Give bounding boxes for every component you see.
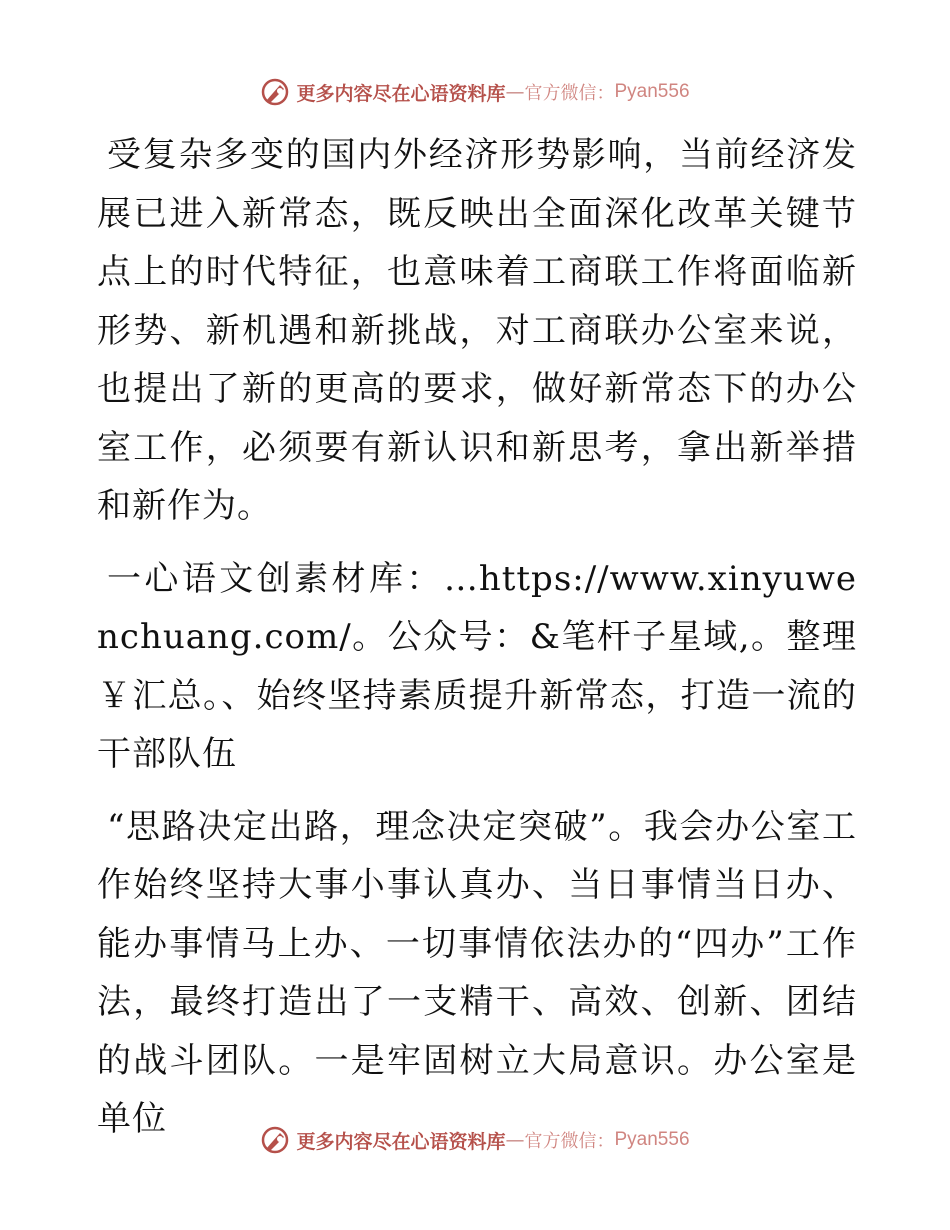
banner-dash: — bbox=[505, 81, 525, 103]
banner-dash: — bbox=[505, 1129, 525, 1151]
paragraph-3: “思路决定出路，理念决定突破”。我会办公室工作始终坚持大事小事认真办、当日事情当日办、能办事情马上办、一切事情依法办的“四办”工作法，最终打造出了一支精干、高效、创新、团结的战斗团队。一是牢固树立大局意识。办公室是单位 bbox=[97, 806, 857, 1139]
banner-wechat-id: Pyan556 bbox=[614, 81, 690, 102]
document-body bbox=[97, 126, 857, 1149]
banner-text: 更多内容尽在心语资料库 bbox=[296, 1130, 506, 1153]
banner-wechat-label: 官方微信： bbox=[524, 83, 615, 104]
banner-wechat-label: 官方微信： bbox=[524, 1131, 615, 1152]
pen-logo-icon bbox=[260, 77, 290, 107]
header-banner bbox=[0, 72, 950, 112]
footer-banner bbox=[0, 1120, 950, 1160]
banner-text: 更多内容尽在心语资料库 bbox=[296, 82, 506, 105]
paragraph-2: 一心语文创素材库：…https://www.xinyuwenchuang.com/。公众号：&笔杆子星域,。整理￥汇总。、始终坚持素质提升新常态，打造一流的干部队伍 bbox=[97, 558, 857, 774]
paragraph-1: 受复杂多变的国内外经济形势影响，当前经济发展已进入新常态，既反映出全面深化改革关键节点上的时代特征，也意味着工商联工作将面临新形势、新机遇和新挑战，对工商联办公室来说，也提出了新的更高的要求，做好新常态下的办公室工作，必须要有新认识和新思考，拿出新举措和新作为。 bbox=[97, 135, 857, 526]
banner-wechat-id: Pyan556 bbox=[614, 1129, 690, 1150]
pen-logo-icon bbox=[260, 1125, 290, 1155]
